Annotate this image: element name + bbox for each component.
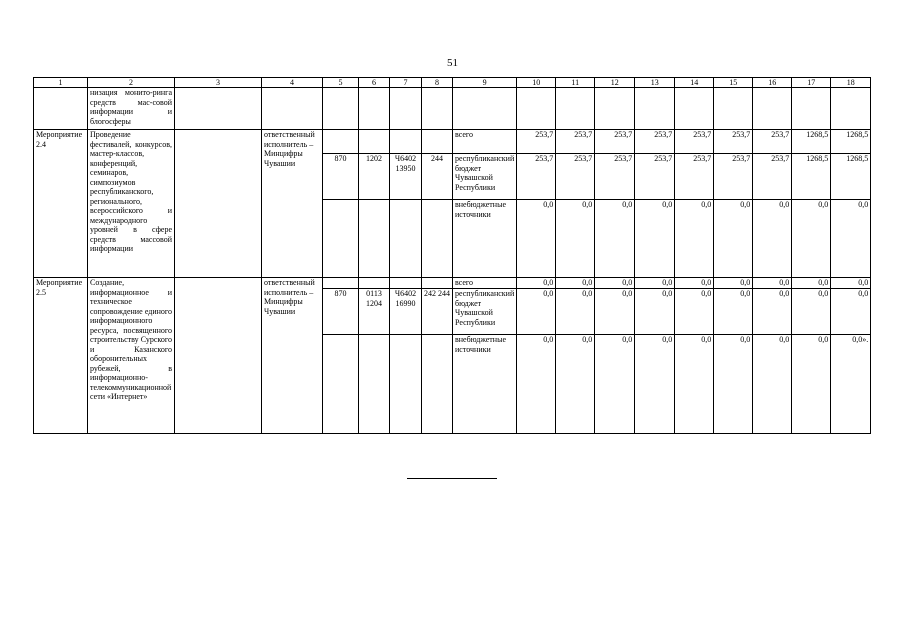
col-header: 15 [714, 78, 753, 88]
cell-value: 0,0 [517, 278, 556, 289]
col-header: 9 [453, 78, 517, 88]
cell-empty [323, 278, 359, 289]
cell-value: 0,0 [517, 289, 556, 335]
cell-value: 0,0 [753, 200, 792, 278]
cell-empty [390, 130, 422, 154]
cell-value: 253,7 [675, 154, 714, 200]
cell-value: 0,0 [595, 200, 635, 278]
cell-value: 0,0 [635, 278, 675, 289]
cell-value: 1268,5 [792, 154, 831, 200]
cell-source: всего [453, 130, 517, 154]
cell-empty [34, 88, 88, 130]
cell-value: 0,0 [675, 200, 714, 278]
cell-executor: ответственный исполнитель – Минцифры Чувашии [262, 130, 323, 278]
cell-activity-id: Мероприятие 2.5 [34, 278, 88, 434]
cell-code: 870 [323, 289, 359, 335]
footer-divider [407, 478, 497, 479]
cell-empty [422, 335, 453, 434]
cell-value: 253,7 [517, 154, 556, 200]
cell-value: 0,0 [753, 335, 792, 434]
col-header: 16 [753, 78, 792, 88]
cell-value: 0,0 [831, 289, 871, 335]
cell-empty [359, 200, 390, 278]
cell-empty [323, 130, 359, 154]
cell-value: 253,7 [635, 130, 675, 154]
col-header: 5 [323, 78, 359, 88]
cell-value: 0,0 [714, 289, 753, 335]
cell-value: 253,7 [753, 154, 792, 200]
cell-value: 0,0 [595, 278, 635, 289]
cell-empty [390, 278, 422, 289]
cell-code: Ч6402 16990 [390, 289, 422, 335]
cell-empty [453, 88, 517, 130]
cell-code: Ч6402 13950 [390, 154, 422, 200]
cell-value: 253,7 [753, 130, 792, 154]
cell-value: 0,0 [792, 278, 831, 289]
col-header: 4 [262, 78, 323, 88]
cell-empty [792, 88, 831, 130]
cell-value: 0,0 [714, 278, 753, 289]
budget-table [33, 77, 871, 434]
col-header: 3 [175, 78, 262, 88]
cell-source: внебюджетные источники [453, 335, 517, 434]
col-header: 10 [517, 78, 556, 88]
cell-empty [422, 200, 453, 278]
cell-empty [753, 88, 792, 130]
cell-empty [175, 88, 262, 130]
cell-empty [422, 130, 453, 154]
col-header: 18 [831, 78, 871, 88]
cell-value: 0,0». [831, 335, 871, 434]
cell-value: 0,0 [675, 289, 714, 335]
cell-source: республиканский бюджет Чувашской Республики [453, 289, 517, 335]
cell-description: низация монито-ринга средств мас-совой информации и блогосферы [88, 88, 175, 130]
table-row [34, 278, 871, 289]
cell-value: 253,7 [517, 130, 556, 154]
cell-empty [675, 88, 714, 130]
cell-value: 0,0 [595, 289, 635, 335]
cell-value: 0,0 [517, 335, 556, 434]
cell-value: 0,0 [675, 335, 714, 434]
col-header: 13 [635, 78, 675, 88]
cell-value: 0,0 [635, 335, 675, 434]
cell-value: 0,0 [635, 200, 675, 278]
cell-value: 1268,5 [831, 154, 871, 200]
cell-empty [635, 88, 675, 130]
cell-value: 253,7 [595, 154, 635, 200]
cell-value: 0,0 [753, 289, 792, 335]
cell-source: всего [453, 278, 517, 289]
cell-empty [359, 88, 390, 130]
col-header: 7 [390, 78, 422, 88]
cell-empty [422, 278, 453, 289]
cell-empty [323, 335, 359, 434]
cell-code: 244 [422, 154, 453, 200]
cell-value: 1268,5 [792, 130, 831, 154]
cell-value: 0,0 [595, 335, 635, 434]
cell-code: 870 [323, 154, 359, 200]
cell-value: 253,7 [556, 154, 595, 200]
cell-empty [359, 335, 390, 434]
cell-value: 0,0 [635, 289, 675, 335]
cell-source: республиканский бюджет Чувашской Республики [453, 154, 517, 200]
col-header: 12 [595, 78, 635, 88]
cell-empty [517, 88, 556, 130]
cell-value: 1268,5 [831, 130, 871, 154]
cell-code: 242 244 [422, 289, 453, 335]
col-header: 1 [34, 78, 88, 88]
cell-code: 1202 [359, 154, 390, 200]
cell-value: 253,7 [714, 154, 753, 200]
cell-empty [595, 88, 635, 130]
cell-value: 0,0 [831, 278, 871, 289]
cell-empty [831, 88, 871, 130]
cell-activity-id: Мероприятие 2.4 [34, 130, 88, 278]
col-header: 2 [88, 78, 175, 88]
cell-value: 0,0 [792, 335, 831, 434]
cell-empty [323, 88, 359, 130]
cell-empty [390, 200, 422, 278]
cell-value: 253,7 [635, 154, 675, 200]
cell-empty [390, 88, 422, 130]
cell-code: 0113 1204 [359, 289, 390, 335]
cell-value: 0,0 [556, 200, 595, 278]
cell-value: 0,0 [556, 335, 595, 434]
cell-empty [323, 200, 359, 278]
cell-empty [556, 88, 595, 130]
cell-empty [175, 130, 262, 278]
col-header: 8 [422, 78, 453, 88]
cell-value: 253,7 [595, 130, 635, 154]
cell-value: 0,0 [792, 289, 831, 335]
cell-executor: ответственный исполнитель – Минцифры Чувашии [262, 278, 323, 434]
cell-empty [359, 130, 390, 154]
cell-empty [359, 278, 390, 289]
cell-value: 0,0 [831, 200, 871, 278]
cell-value: 253,7 [714, 130, 753, 154]
cell-empty [714, 88, 753, 130]
cell-empty [262, 88, 323, 130]
cell-value: 0,0 [753, 278, 792, 289]
cell-empty [175, 278, 262, 434]
cell-value: 0,0 [517, 200, 556, 278]
cell-value: 0,0 [556, 289, 595, 335]
cell-value: 253,7 [675, 130, 714, 154]
cell-empty [422, 88, 453, 130]
table-row [34, 88, 871, 130]
header-row [34, 78, 871, 88]
col-header: 6 [359, 78, 390, 88]
table-row [34, 130, 871, 154]
col-header: 14 [675, 78, 714, 88]
col-header: 17 [792, 78, 831, 88]
cell-value: 253,7 [556, 130, 595, 154]
cell-description: Создание, информационное и техническое сопровождение единого информационного ресурса, посвященного строительству Сурского и Казанского оборонительных рубежей, в информационно-телекоммуникационной сети «Интернет» [88, 278, 175, 434]
cell-value: 0,0 [556, 278, 595, 289]
cell-value: 0,0 [675, 278, 714, 289]
cell-value: 0,0 [714, 200, 753, 278]
cell-value: 0,0 [714, 335, 753, 434]
cell-value: 0,0 [792, 200, 831, 278]
cell-empty [390, 335, 422, 434]
col-header: 11 [556, 78, 595, 88]
cell-source: внебюджетные источники [453, 200, 517, 278]
cell-description: Проведение фестивалей, конкурсов, мастер-классов, конференций, семинаров, симпозиумов республиканского, регионального, всероссийского и международного уровней в сфере средств массовой информации [88, 130, 175, 278]
page-number: 51 [447, 57, 458, 69]
